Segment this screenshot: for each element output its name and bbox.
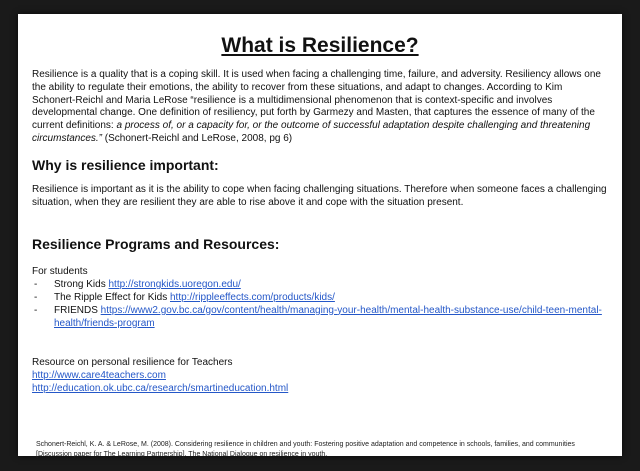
intro-citation: (Schonert-Reichl and LeRose, 2008, pg 6)	[102, 132, 293, 144]
list-dash: -	[34, 291, 38, 303]
students-label: For students	[32, 266, 88, 278]
item-name: The Ripple Effect for Kids	[54, 291, 170, 303]
student-resource-list	[32, 279, 608, 330]
teachers-section	[32, 357, 608, 395]
why-heading: Why is resilience important:	[32, 156, 219, 173]
list-item	[32, 305, 608, 331]
intro-text: Resilience is a quality that is a coping skill. It is used when facing a challenging time, failure, and adversity. Resiliency allows one the ability to regulate their emotions, the ability to recover from these situations, and adapt to changes. According to Kim Schonert-Reichl and Maria LeRose “resilience is a multidimensional phenomenon that is context-specific and involves developmental change. One definition of resiliency, put forth by Garmezy and Masten, that captures the essence of many of the current definitions:	[32, 69, 601, 132]
list-item	[32, 292, 608, 305]
page-title: What is Resilience?	[221, 34, 419, 57]
reference-citation: Schonert-Reichl, K. A. & LeRose, M. (2008). Considering resilience in children and youth: Fostering positive adaptation and competence in schools, families, and communities [Discussion paper for The Learning Partnership]. The National Dialogue on resilience in youth.	[36, 440, 575, 458]
list-item	[32, 279, 608, 292]
intro-quote: a process of, or a capacity for, or the outcome of successful adaptation despite challenging and threatening circumstances.”	[32, 120, 591, 144]
item-name: Strong Kids	[54, 279, 109, 291]
ripple-effect-link[interactable]: http://rippleeffects.com/products/kids/	[169, 291, 335, 303]
care4teachers-link[interactable]: http://www.care4teachers.com	[32, 370, 166, 382]
document-page	[18, 14, 622, 456]
teachers-label: Resource on personal resilience for Teachers	[32, 357, 233, 369]
friends-program-link[interactable]: https://www2.gov.bc.ca/gov/content/health/managing-your-health/mental-health-substance-use/child-teen-mental-health/friends-program	[54, 304, 602, 329]
list-dash: -	[34, 304, 38, 316]
why-paragraph: Resilience is important as it is the ability to cope when facing challenging situations. Therefore when someone faces a challenging situation, when they are resilient they are able to rise above it and cope with the situation present.	[32, 183, 607, 208]
list-dash: -	[34, 279, 38, 291]
item-name: FRIENDS	[54, 304, 101, 316]
intro-paragraph	[32, 69, 608, 146]
programs-heading: Resilience Programs and Resources:	[32, 236, 280, 253]
smart-education-link[interactable]: http://education.ok.ubc.ca/research/smartineducation.html	[32, 382, 289, 394]
strong-kids-link[interactable]: http://strongkids.uoregon.edu/	[108, 279, 241, 291]
